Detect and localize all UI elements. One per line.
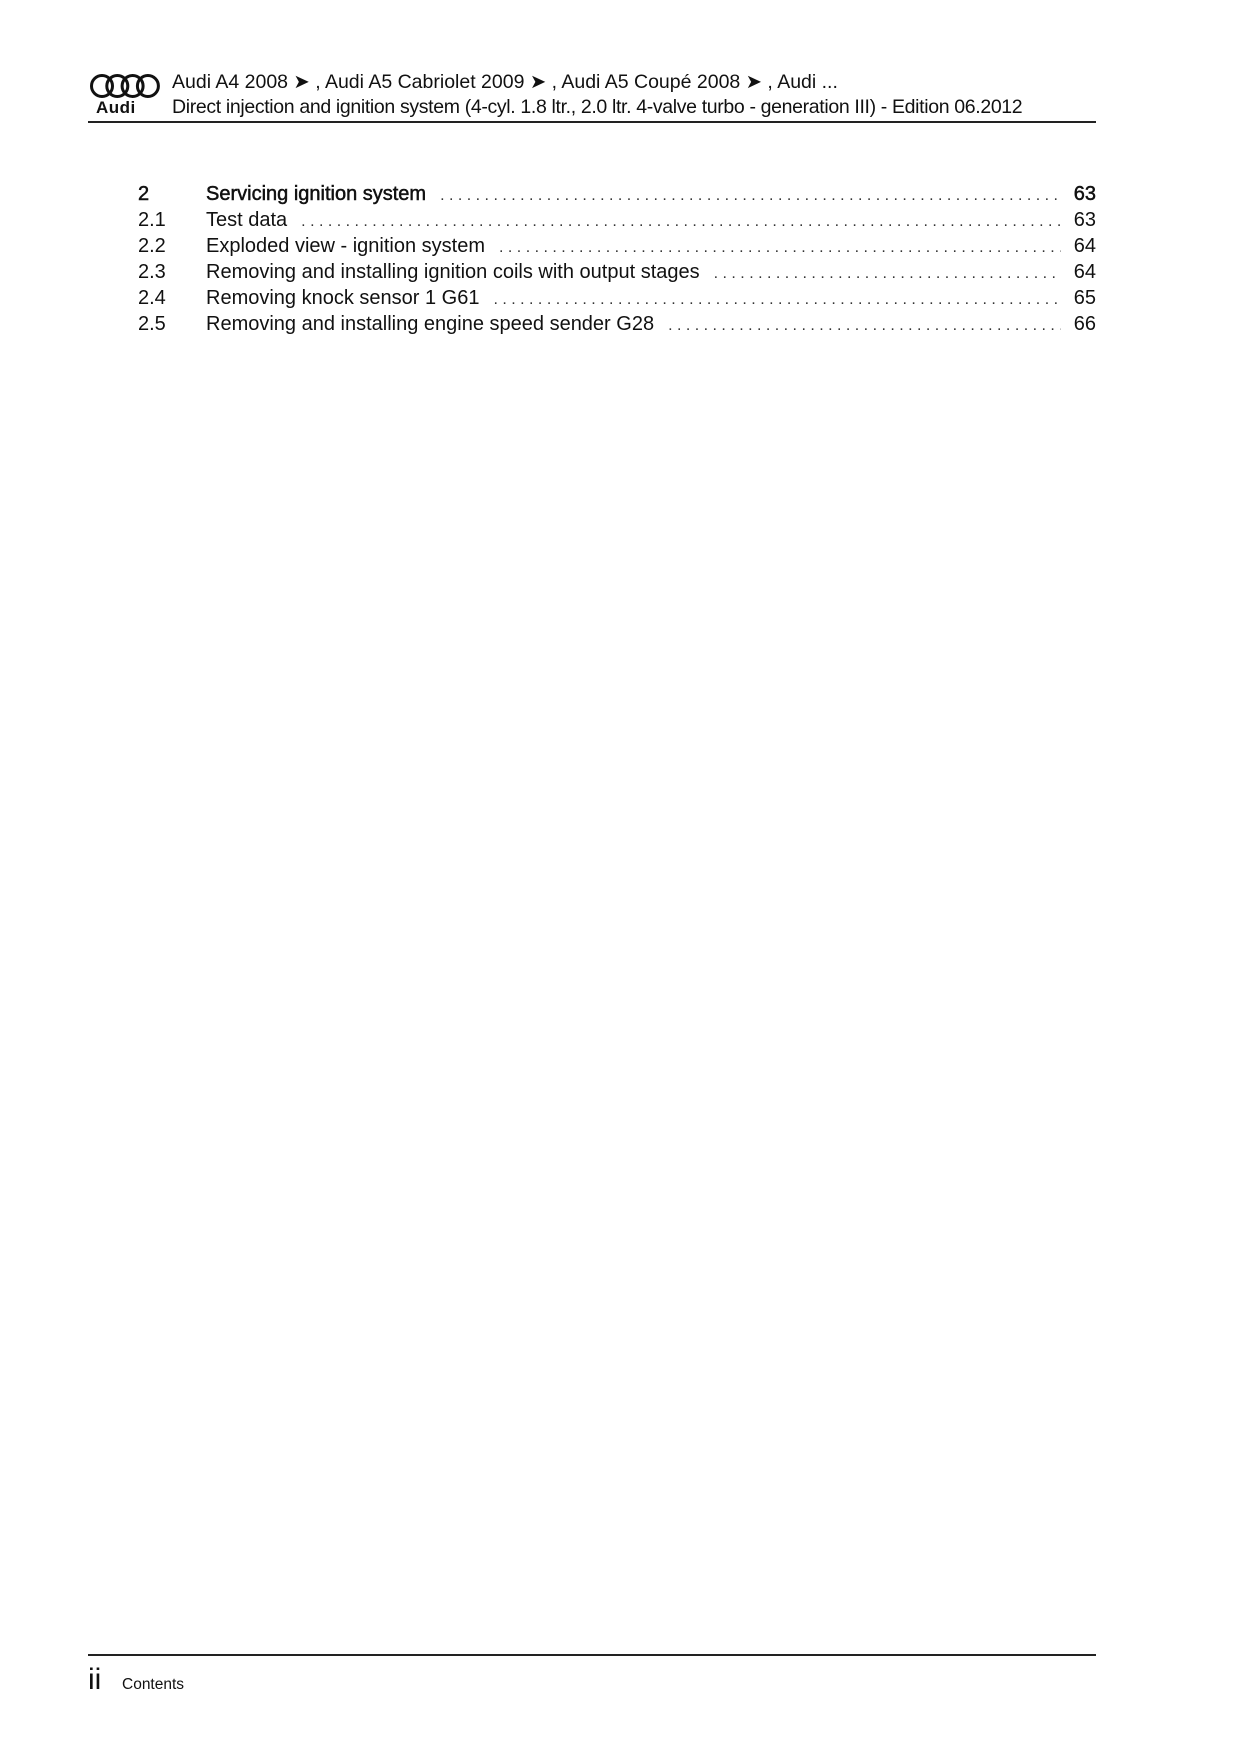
toc-entry[interactable] xyxy=(138,312,1096,338)
toc-entry-page: 63 xyxy=(1073,209,1096,231)
audi-rings-icon xyxy=(90,73,160,99)
page-header xyxy=(88,68,1096,124)
toc-entry-number: 2.1 xyxy=(138,209,166,231)
toc-entry-title: Servicing ignition system xyxy=(206,183,427,205)
footer-page-number: ii xyxy=(88,1663,102,1696)
toc-entry-page: 64 xyxy=(1073,235,1096,257)
toc-entry-title: Removing knock sensor 1 G61 xyxy=(206,287,480,309)
toc-entry-number: 2 xyxy=(138,183,150,205)
toc-entry[interactable] xyxy=(138,286,1096,312)
header-models: Audi A4 2008 ➤ , Audi A5 Cabriolet 2009 ➤ , Audi A5 Coupé 2008 ➤ , Audi ... xyxy=(172,71,838,93)
toc-dot-leader xyxy=(499,236,1061,258)
toc-entry-page: 64 xyxy=(1073,261,1096,283)
footer-divider xyxy=(88,1654,1096,1656)
toc-entry-number: 2.2 xyxy=(138,235,166,257)
toc-dot-leader xyxy=(301,210,1061,232)
table-of-contents xyxy=(138,182,1096,338)
toc-entry[interactable] xyxy=(138,182,1096,208)
toc-entry-page: 66 xyxy=(1073,313,1096,335)
toc-entry-page: 65 xyxy=(1073,287,1096,309)
toc-entry[interactable] xyxy=(138,260,1096,286)
audi-logo xyxy=(88,68,160,120)
toc-dot-leader xyxy=(714,262,1061,284)
toc-dot-leader xyxy=(668,314,1061,336)
toc-entry-title: Exploded view - ignition system xyxy=(206,235,486,257)
toc-entry-number: 2.5 xyxy=(138,313,166,335)
toc-entry[interactable] xyxy=(138,208,1096,234)
toc-entry-page: 63 xyxy=(1073,183,1096,205)
toc-entry-title: Removing and installing ignition coils with output stages xyxy=(206,261,700,283)
toc-entry-title: Removing and installing engine speed sender G28 xyxy=(206,313,655,335)
footer-section-label: Contents xyxy=(122,1676,185,1693)
toc-dot-leader xyxy=(493,288,1061,310)
header-manual-title: Direct injection and ignition system (4-cyl. 1.8 ltr., 2.0 ltr. 4-valve turbo - generation III) - Edition 06.2012 xyxy=(172,96,1023,118)
toc-entry-number: 2.3 xyxy=(138,261,166,283)
toc-dot-leader xyxy=(440,184,1061,206)
toc-entry-number: 2.4 xyxy=(138,287,166,309)
toc-entry[interactable] xyxy=(138,234,1096,260)
audi-logo-text: Audi xyxy=(96,98,136,117)
header-divider xyxy=(88,121,1096,123)
toc-entry-title: Test data xyxy=(206,209,288,231)
